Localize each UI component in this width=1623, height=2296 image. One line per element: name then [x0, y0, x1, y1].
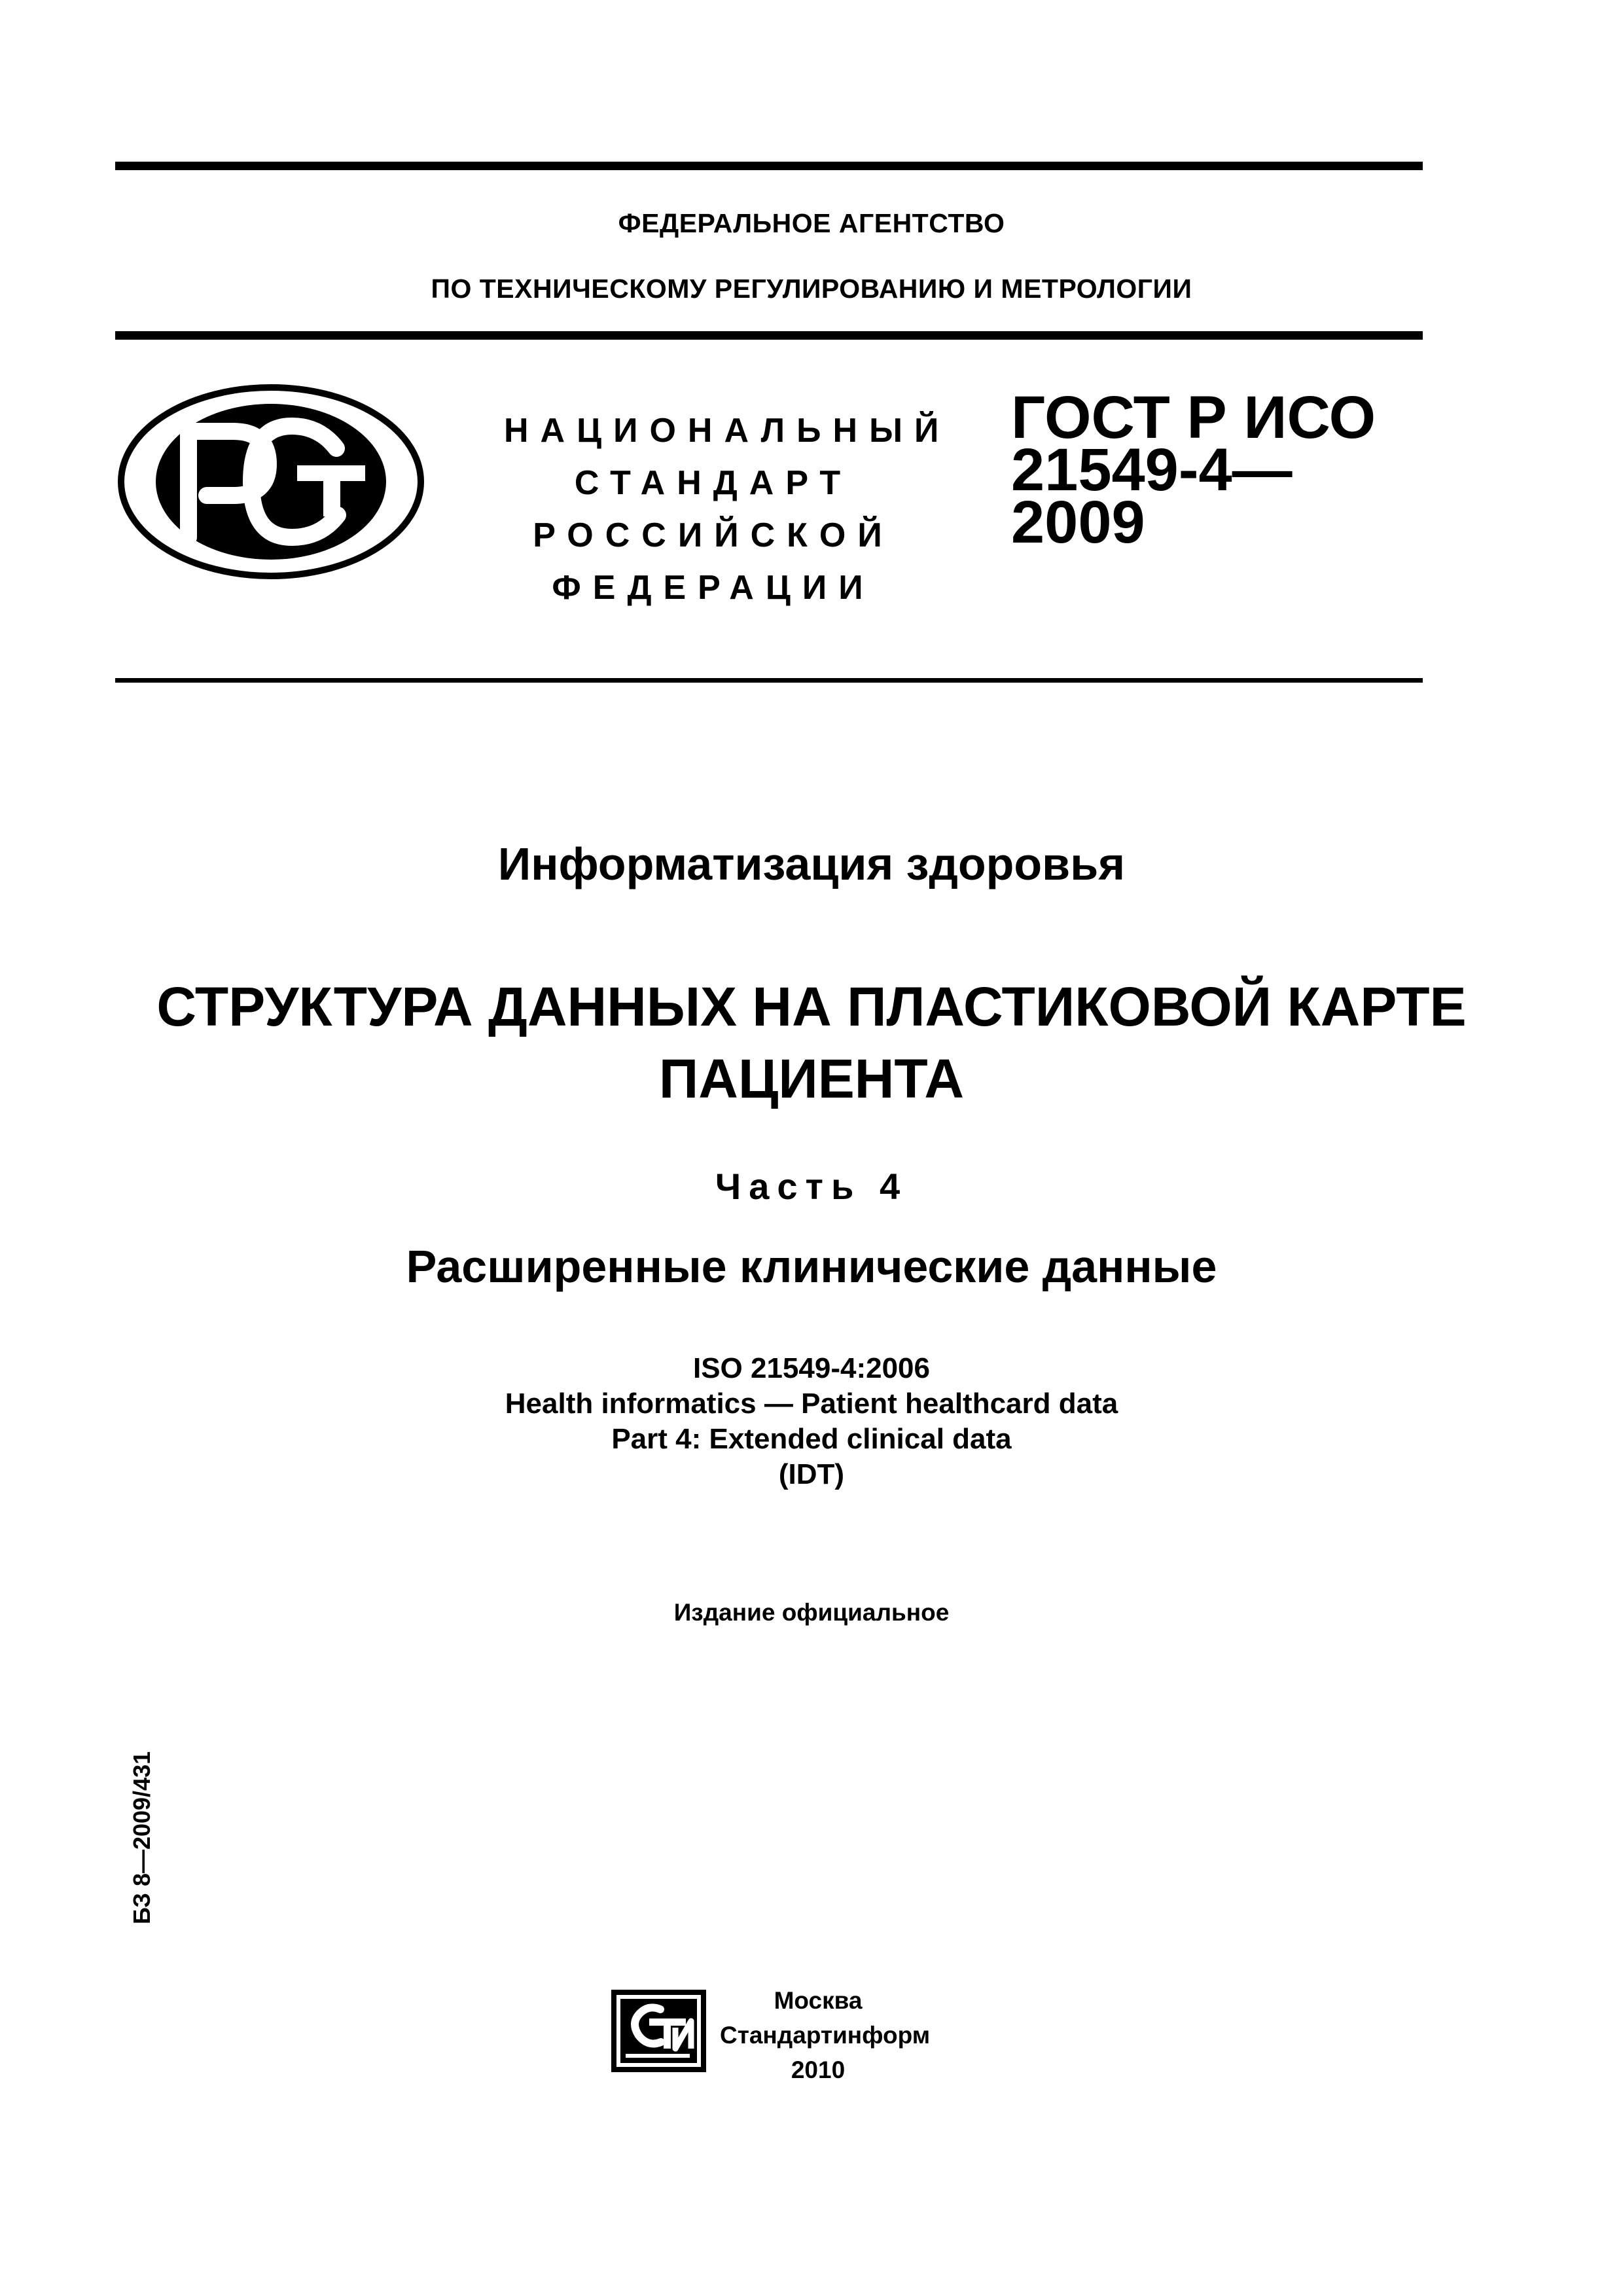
international-line: (IDT): [778, 1458, 845, 1490]
agency-line-2: ПО ТЕХНИЧЕСКОМУ РЕГУЛИРОВАНИЮ И МЕТРОЛОГИИ: [431, 274, 1192, 304]
international-line: ISO 21549-4:2006: [692, 1352, 931, 1384]
part-number: Часть 4: [715, 1166, 908, 1207]
international-line: Part 4: Extended clinical data: [611, 1423, 1012, 1455]
edition-label: Издание официальное: [673, 1599, 950, 1626]
publisher-name: Стандартинформ: [720, 2022, 931, 2049]
publisher-block: [720, 1983, 931, 2087]
international-line: Health informatics — Patient healthcard data: [505, 1388, 1118, 1420]
main-title-line-1: СТРУКТУРА ДАННЫХ НА ПЛАСТИКОВОЙ КАРТЕ: [156, 976, 1467, 1037]
national-line: НАЦИОНАЛЬНЫЙ: [504, 412, 951, 450]
main-title-line-2: ПАЦИЕНТА: [658, 1048, 965, 1109]
designation-line: 2009: [1011, 489, 1145, 556]
agency-line-1: ФЕДЕРАЛЬНОЕ АГЕНТСТВО: [618, 208, 1005, 238]
national-line: СТАНДАРТ: [574, 464, 853, 502]
publisher-city: Москва: [774, 1987, 863, 2014]
title-separator-rule: [115, 678, 1423, 683]
side-registration-code: БЗ 8—2009/431: [128, 1751, 155, 1924]
designation-line: ГОСТ Р ИСО: [1011, 384, 1376, 451]
header-bottom-rule: [115, 331, 1423, 340]
designation-line: 21549-4—: [1011, 437, 1293, 503]
part-title: Расширенные клинические данные: [406, 1241, 1217, 1292]
national-line: РОССИЙСКОЙ: [533, 516, 894, 554]
subject-title: Информатизация здоровья: [497, 838, 1126, 889]
national-line: ФЕДЕРАЦИИ: [552, 569, 875, 607]
top-rule: [115, 162, 1423, 170]
rst-logo: [116, 383, 425, 581]
publisher-logo: [611, 1990, 706, 2072]
publication-year: 2010: [791, 2056, 846, 2083]
standard-designation: [1011, 384, 1376, 556]
national-standard-label: [504, 404, 951, 614]
